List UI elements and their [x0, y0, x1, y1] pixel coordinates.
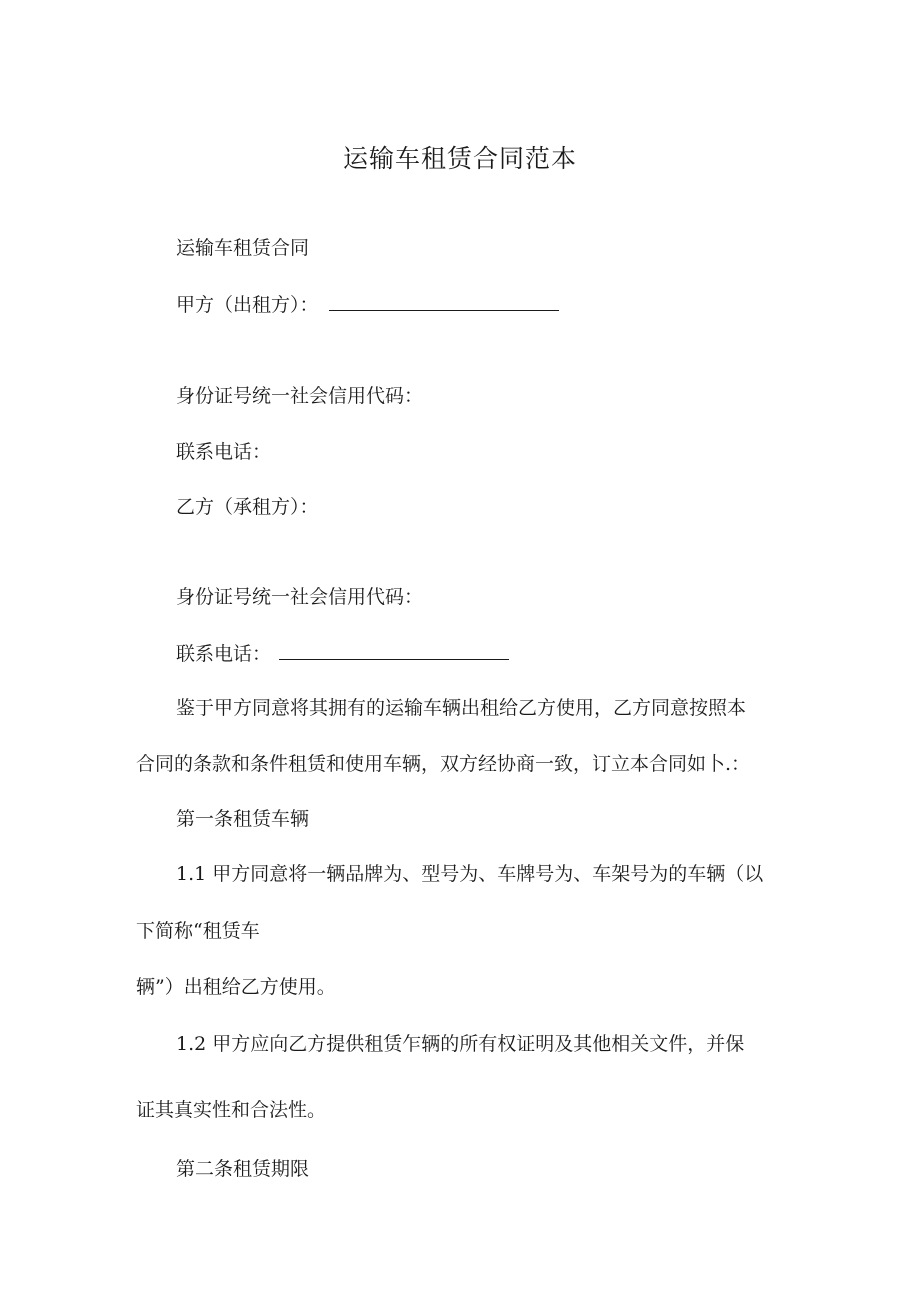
clause-1-1-line-3: 辆”）出租给乙方使用。: [136, 976, 336, 998]
clause-1-2-line-2: 证其真实性和合法性。: [136, 1099, 327, 1121]
party-a-id-label: 身份证号统一社会信用代码：: [176, 385, 424, 407]
party-b-phone-label: 联系电话：: [176, 643, 272, 665]
clause-1-2-line-1: 1.2 甲方应向乙方提供租赁乍辆的所有权证明及其他相关文件，并保: [176, 1033, 745, 1055]
party-a-blank-line: [329, 294, 559, 311]
party-b-id-label: 身份证号统一社会信用代码：: [176, 586, 424, 608]
party-a-label: 甲方（出租方）：: [176, 294, 319, 316]
party-b-phone-blank-line: [279, 643, 509, 660]
article-2-heading: 第二条租赁期限: [176, 1158, 310, 1180]
party-b-label: 乙方（承租方）：: [176, 496, 319, 518]
party-b-phone-row: [176, 640, 509, 668]
preamble-line-2: 合同的条款和条件租赁和使用车辆，双方经协商一致，订立本合同如卜.：: [136, 753, 751, 775]
party-a-row: [176, 291, 559, 319]
party-a-phone-label: 联系电话：: [176, 441, 272, 463]
preamble-line-1: 鉴于甲方同意将其拥有的运输车辆出租给乙方使用，乙方同意按照本: [176, 697, 747, 719]
article-1-heading: 第一条租赁车辆: [176, 808, 310, 830]
clause-1-1-line-2: 下简称“租赁车: [136, 920, 260, 942]
document-title: 运输车租赁合同范本: [342, 144, 577, 173]
contract-subtitle: 运输车租赁合同: [176, 237, 310, 259]
clause-1-1-line-1: 1.1 甲方同意将一辆品牌为、型号为、车牌号为、车架号为的车辆（以: [176, 863, 764, 885]
